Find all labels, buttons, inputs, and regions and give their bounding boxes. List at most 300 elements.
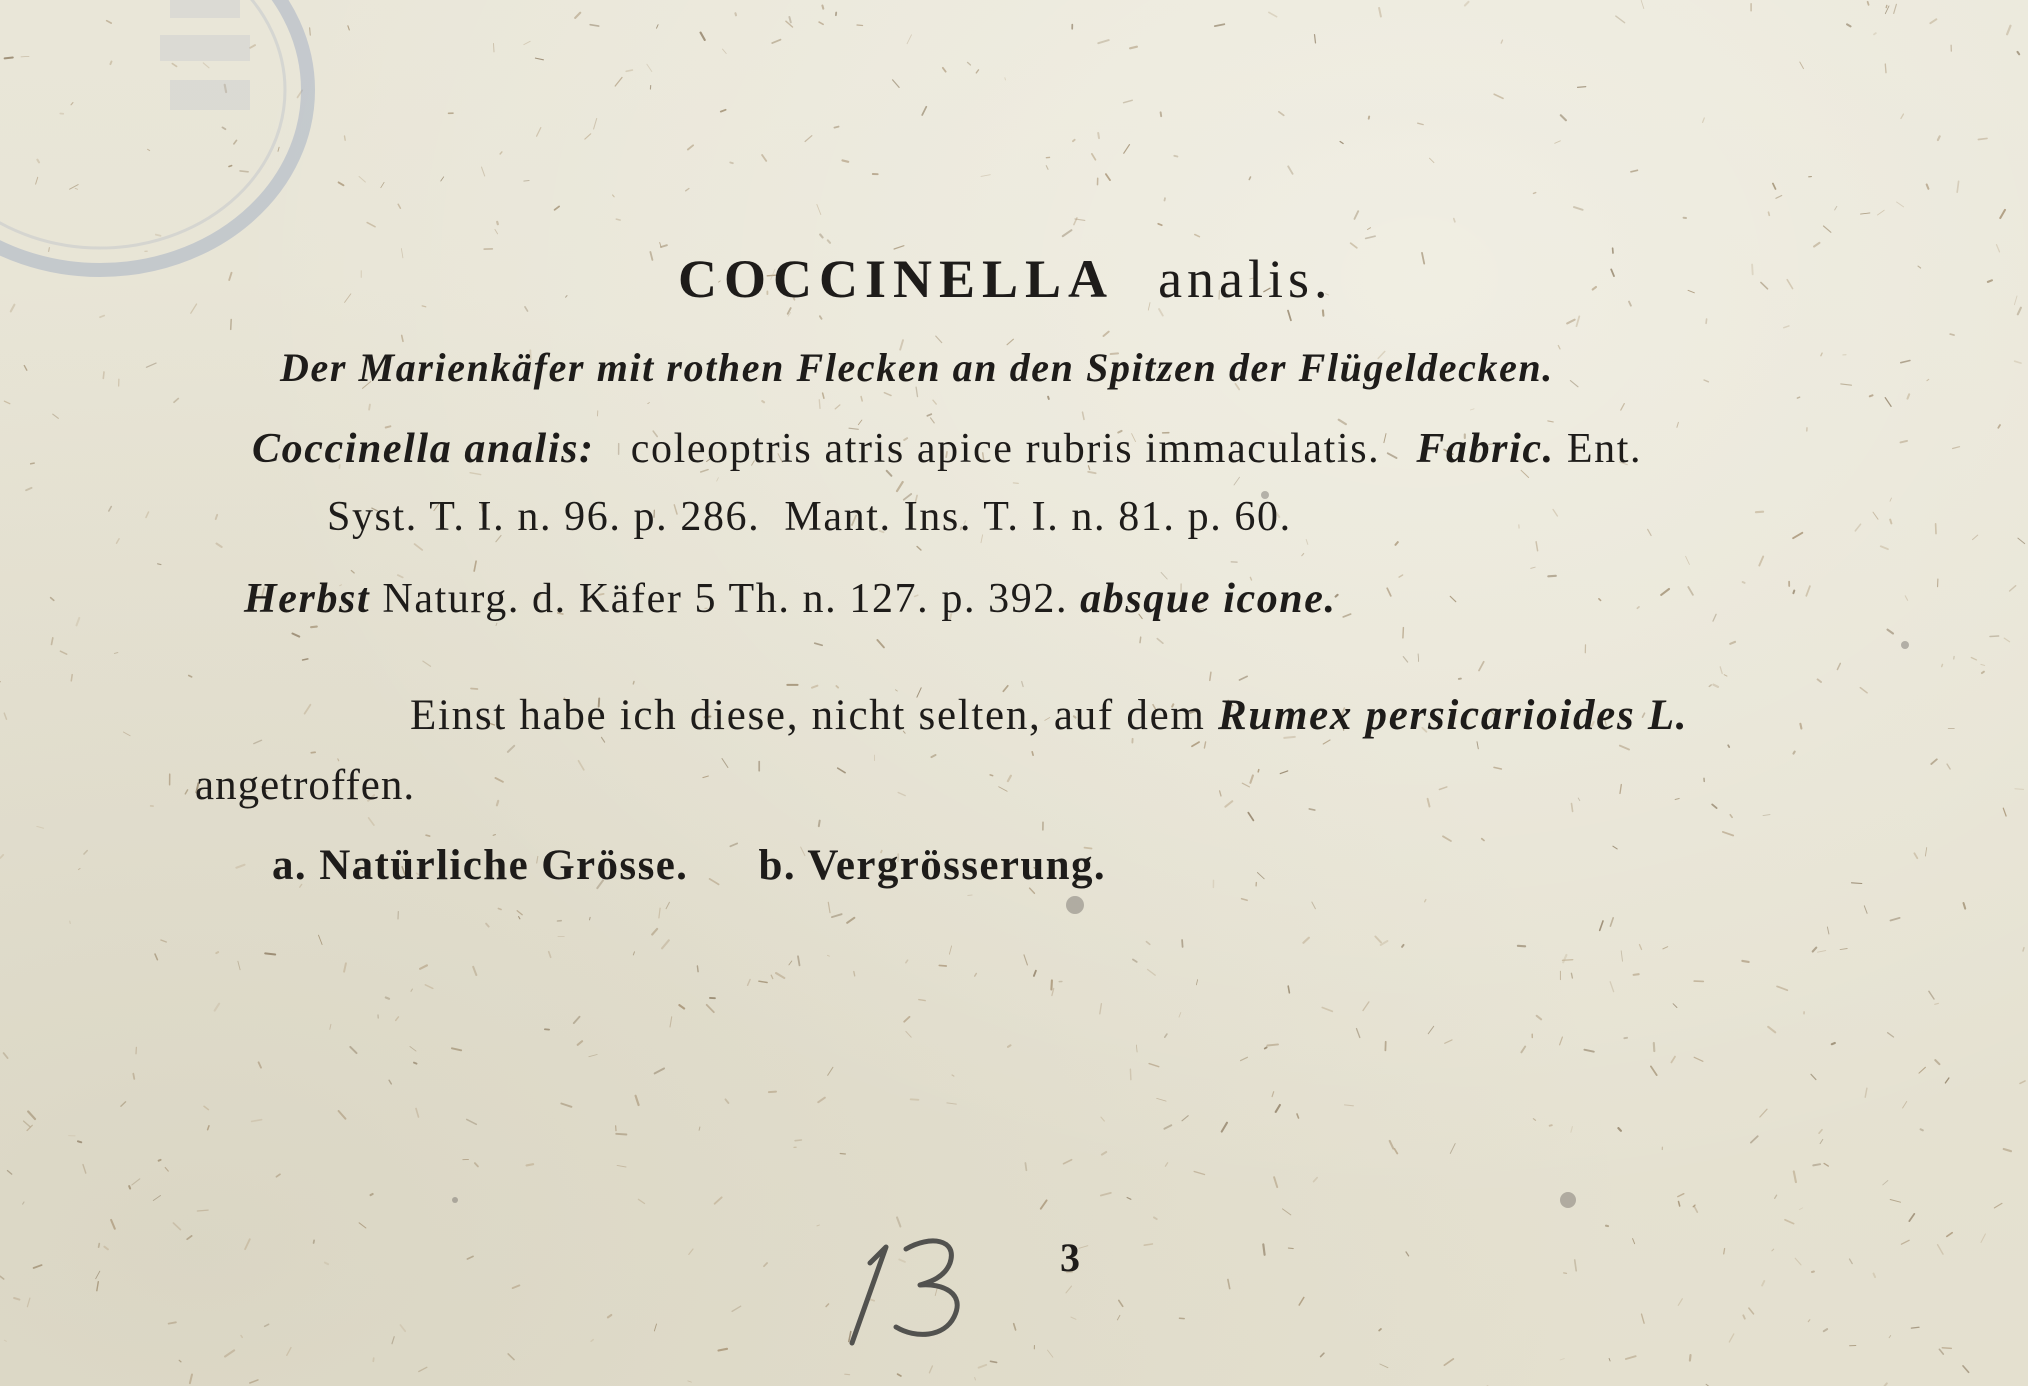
paper-fiber — [1888, 1033, 1894, 1037]
paper-fiber — [1763, 815, 1770, 816]
paper-fiber — [410, 1047, 416, 1052]
paper-fiber — [265, 1324, 269, 1326]
paper-fiber — [1323, 740, 1330, 744]
paper-fiber — [861, 397, 862, 401]
paper-fiber — [1215, 24, 1225, 26]
paper-fiber — [1730, 815, 1732, 818]
paper-fiber — [1267, 1044, 1278, 1045]
caption-natural-size: a. Natürliche Grösse. — [272, 842, 689, 889]
paper-fiber — [338, 759, 339, 761]
paper-fiber — [679, 1005, 684, 1008]
paper-fiber — [647, 64, 652, 71]
paper-fiber — [330, 1024, 331, 1029]
paper-fiber — [707, 1005, 714, 1012]
paper-fiber — [1673, 1004, 1677, 1008]
paper-fiber — [1194, 1172, 1204, 1175]
paper-fiber — [1560, 1037, 1563, 1045]
paper-fiber — [1165, 1163, 1167, 1166]
paper-fiber — [952, 1075, 954, 1076]
paper-fiber — [8, 1171, 12, 1175]
paper-fiber — [1210, 672, 1211, 680]
paper-fiber — [117, 539, 120, 544]
paragraph-line-1 — [410, 694, 1688, 737]
paper-fiber — [2004, 1149, 2011, 1151]
paper-fiber — [1007, 339, 1013, 345]
paper-fiber — [1785, 1220, 1794, 1224]
paper-fiber — [636, 1096, 639, 1105]
paper-fiber — [1240, 676, 1248, 680]
paper-fiber — [513, 1285, 520, 1288]
paper-fiber — [828, 1067, 833, 1075]
paper-fiber — [173, 1223, 180, 1230]
paper-fiber — [1930, 19, 1936, 23]
paper-fiber — [4, 713, 6, 719]
paper-fiber — [823, 393, 824, 398]
paper-fiber — [1811, 1074, 1816, 1079]
paper-fiber — [1204, 742, 1205, 748]
paper-fiber — [419, 1367, 427, 1371]
paper-fiber — [1104, 332, 1109, 336]
paper-fiber — [1927, 185, 1929, 189]
paper-fiber — [1570, 381, 1578, 387]
paper-fiber — [1005, 78, 1006, 80]
paper-fiber — [832, 914, 842, 917]
paper-fiber — [71, 675, 72, 681]
paper-fiber — [1521, 1047, 1525, 1053]
paper-fiber — [1881, 546, 1888, 549]
paper-fiber — [1379, 1329, 1381, 1331]
paper-fiber — [0, 855, 3, 858]
paper-fiber — [111, 1220, 115, 1229]
paper-fiber — [688, 145, 693, 149]
paper-fiber — [401, 249, 403, 258]
paper-fiber — [1901, 361, 1910, 363]
paper-fiber — [392, 1337, 394, 1344]
paper-fiber — [1357, 1029, 1360, 1038]
paper-fiber — [931, 755, 935, 757]
paper-fiber — [420, 965, 427, 968]
paper-fiber — [721, 110, 726, 112]
paper-fiber — [1784, 326, 1789, 328]
paper-fiber — [1713, 614, 1716, 621]
paper-fiber — [1864, 906, 1867, 914]
paper-fiber — [1051, 980, 1052, 989]
paper-fiber — [666, 902, 669, 908]
paper-fiber — [1749, 1308, 1754, 1314]
paper-fiber — [303, 659, 308, 660]
paper-fiber — [398, 204, 400, 208]
paper-fiber — [1263, 1244, 1264, 1254]
paper-fiber — [828, 240, 830, 243]
paper-fiber — [1600, 921, 1603, 930]
paper-fiber — [1832, 1043, 1835, 1044]
paper-fiber — [1901, 441, 1908, 443]
paper-fiber — [1620, 746, 1629, 750]
paper-fiber — [535, 58, 543, 60]
paper-fiber — [190, 1375, 192, 1384]
paper-fiber — [83, 1165, 86, 1174]
paper-fiber — [1288, 986, 1289, 993]
paper-fiber — [1563, 960, 1573, 961]
paper-fiber — [517, 911, 522, 915]
paper-fiber — [114, 653, 117, 654]
paper-fiber — [1025, 1163, 1026, 1170]
paper-fiber — [1939, 1349, 1943, 1354]
paper-fiber — [1242, 899, 1248, 901]
paper-fiber — [1558, 346, 1560, 349]
paper-fiber — [1280, 771, 1287, 774]
paper-fiber — [153, 1196, 160, 1201]
paper-fiber — [495, 229, 498, 234]
paper-fiber — [818, 1098, 825, 1103]
paper-fiber — [730, 163, 733, 164]
paper-fiber — [1723, 832, 1733, 836]
paper-fiber — [897, 482, 903, 491]
paper-fiber — [1578, 798, 1580, 801]
paper-fiber — [1443, 836, 1451, 841]
paper-fiber — [467, 1119, 477, 1124]
paper-spot — [1066, 896, 1084, 914]
paper-fiber — [898, 793, 905, 796]
paper-fiber — [1396, 542, 1398, 545]
paper-fiber — [1302, 554, 1304, 556]
paper-fiber — [1938, 1245, 1943, 1254]
paper-fiber — [717, 478, 719, 481]
paper-fiber — [1793, 591, 1794, 594]
paper-fiber — [1964, 903, 1966, 909]
paper-fiber — [1494, 94, 1503, 98]
paper-fiber — [1799, 1208, 1802, 1210]
paper-fiber — [819, 400, 820, 409]
paper-fiber — [975, 974, 977, 977]
paper-fiber — [847, 918, 854, 923]
paper-fiber — [1241, 1057, 1248, 1060]
paper-fiber — [77, 618, 80, 626]
paper-fiber — [1248, 813, 1253, 821]
paper-fiber — [1159, 309, 1163, 316]
paper-fiber — [371, 1194, 373, 1195]
paper-fiber — [1369, 117, 1370, 119]
paper-fiber — [1885, 64, 1886, 73]
paper-fiber — [1631, 170, 1637, 172]
paper-fiber — [1083, 412, 1085, 419]
paper-fiber — [975, 1377, 976, 1380]
paper-fiber — [1008, 1045, 1011, 1047]
paper-fiber — [1637, 607, 1639, 608]
paper-fiber — [826, 1304, 828, 1307]
paper-fiber — [613, 195, 615, 197]
paper-fiber — [1768, 1027, 1775, 1033]
paper-fiber — [1813, 948, 1817, 952]
paper-fiber — [1182, 1116, 1188, 1121]
paper-fiber — [0, 1276, 4, 1279]
paper-fiber — [1694, 1057, 1703, 1061]
paper-fiber — [748, 980, 751, 986]
paper-fiber — [1998, 425, 2000, 428]
paper-fiber — [1192, 742, 1199, 746]
paper-fiber — [719, 1349, 728, 1351]
paper-fiber — [241, 1336, 242, 1338]
paper-fiber — [441, 177, 444, 181]
paper-fiber — [1773, 184, 1776, 190]
paper-fiber — [525, 307, 528, 311]
paper-fiber — [2018, 538, 2025, 544]
paper-fiber — [838, 768, 845, 773]
paper-fiber — [1577, 316, 1580, 326]
paper-fiber — [662, 940, 669, 948]
paper-fiber — [1927, 379, 1929, 380]
paper-fiber — [4, 1340, 6, 1341]
paper-fiber — [772, 40, 780, 43]
paper-fiber — [1165, 198, 1166, 200]
paper-fiber — [1355, 211, 1359, 219]
paper-fiber — [1640, 945, 1642, 950]
paper-fiber — [1945, 1078, 1949, 1083]
paper-fiber — [1988, 280, 1992, 282]
paper-fiber — [1563, 955, 1566, 962]
paper-fiber — [1395, 1149, 1398, 1154]
paper-fiber — [991, 1361, 997, 1362]
reference-herbst-work: Naturg. d. Käfer 5 Th. n. 127. p. 392. — [382, 576, 1069, 622]
paper-fiber — [1164, 1125, 1171, 1128]
paper-fiber — [1981, 1234, 1985, 1242]
reference-taxon: Coccinella analis: — [252, 426, 595, 472]
paper-fiber — [697, 966, 698, 972]
paper-fiber — [1885, 398, 1891, 407]
paper-fiber — [1800, 62, 1804, 69]
paper-fiber — [1149, 1064, 1159, 1067]
german-common-name: Der Marienkäfer mit rothen Flecken an den Spitzen der Flügeldecken. — [280, 345, 1554, 390]
paper-fiber — [947, 1103, 956, 1104]
paper-fiber — [1878, 210, 1885, 215]
paper-fiber — [1274, 1177, 1277, 1187]
paper-fiber — [732, 1306, 741, 1311]
paper-fiber — [1897, 202, 1904, 207]
paper-fiber — [27, 1298, 30, 1307]
paper-fiber — [661, 245, 667, 247]
paper-fiber — [216, 515, 218, 519]
paper-fiber — [1560, 1359, 1564, 1360]
paper-fiber — [689, 1249, 693, 1254]
paper-fiber — [1339, 420, 1346, 425]
paper-fiber — [386, 998, 389, 999]
paper-fiber — [1818, 951, 1826, 953]
paper-fiber — [1794, 752, 1795, 754]
paper-fiber — [633, 682, 634, 684]
paper-fiber — [929, 1366, 932, 1373]
paper-fiber — [1873, 512, 1878, 519]
paper-fiber — [109, 507, 112, 512]
paper-fiber — [1950, 334, 1954, 335]
paper-fiber — [968, 62, 971, 65]
paper-fiber — [1663, 947, 1668, 949]
paper-fiber — [805, 136, 812, 142]
paper-fiber — [1686, 556, 1690, 564]
paper-fiber — [1418, 654, 1419, 662]
paper-fiber — [686, 189, 689, 191]
paper-fiber — [1818, 679, 1821, 682]
paper-fiber — [1288, 166, 1292, 173]
paper-fiber — [943, 68, 946, 72]
paper-fiber — [350, 1047, 356, 1053]
paper-fiber — [1855, 524, 1860, 531]
paper-fiber — [927, 414, 931, 416]
paper-fiber — [1536, 542, 1538, 551]
paper-fiber — [1283, 1209, 1291, 1215]
paper-fiber — [1182, 940, 1183, 947]
paper-fiber — [1079, 1246, 1088, 1249]
paper-fiber — [471, 689, 477, 690]
paper-fiber — [1314, 1178, 1318, 1182]
paper-fiber — [1929, 991, 1934, 999]
paper-fiber — [931, 418, 935, 423]
paper-fiber — [497, 222, 498, 224]
paper-fiber — [1593, 287, 1596, 290]
paper-fiber — [615, 78, 622, 87]
paper-fiber — [1743, 582, 1745, 583]
paper-fiber — [776, 973, 784, 978]
paper-fiber — [857, 25, 863, 26]
paper-fiber — [494, 44, 495, 52]
paper-fiber — [28, 1112, 35, 1120]
paper-fiber — [123, 732, 130, 736]
paper-fiber — [561, 1104, 571, 1107]
paper-fiber — [26, 488, 31, 490]
paper-fiber — [11, 305, 15, 312]
paper-fiber — [590, 917, 591, 920]
paper-fiber — [1046, 166, 1048, 170]
paper-fiber — [828, 902, 830, 912]
paper-fiber — [1908, 394, 1910, 398]
paper-fiber — [498, 909, 501, 910]
paper-fiber — [657, 25, 659, 29]
paper-fiber — [1813, 1164, 1820, 1165]
paper-fiber — [1654, 1043, 1655, 1051]
paper-fiber — [1048, 397, 1049, 399]
paper-fiber — [722, 759, 728, 768]
paper-fiber — [893, 80, 900, 88]
paper-fiber — [1157, 1098, 1166, 1101]
paper-fiber — [416, 1109, 419, 1118]
paper-fiber — [400, 1325, 405, 1331]
paper-fiber — [1889, 1336, 1891, 1338]
paper-fiber — [1618, 1128, 1621, 1131]
paper-fiber — [1066, 1286, 1072, 1293]
paragraph-line-2: angetroffen. — [195, 762, 416, 809]
paper-fiber — [1840, 949, 1847, 950]
paper-fiber — [895, 690, 897, 691]
paper-fiber — [701, 33, 705, 40]
paper-fiber — [566, 296, 567, 298]
paper-fiber — [1888, 630, 1894, 634]
paper-fiber — [319, 935, 323, 944]
paper-fiber — [1158, 224, 1162, 225]
paper-fiber — [917, 547, 921, 551]
paper-fiber — [293, 634, 300, 637]
paper-fiber — [1303, 938, 1309, 943]
paper-fiber — [819, 22, 823, 24]
paper-fiber — [769, 1092, 776, 1093]
paper-fiber — [1575, 1260, 1577, 1271]
paper-fiber — [52, 638, 53, 645]
paper-fiber — [1154, 1217, 1157, 1219]
reference-line-1 — [252, 428, 1642, 470]
paper-fiber — [486, 924, 489, 927]
paper-fiber — [1931, 759, 1937, 764]
paper-fiber — [1720, 667, 1722, 674]
paper-fiber — [1841, 384, 1852, 385]
paper-fiber — [827, 955, 829, 956]
paper-fiber — [1024, 955, 1027, 965]
paper-fiber — [508, 1354, 514, 1360]
paper-fiber — [1013, 483, 1018, 484]
paper-fiber — [1399, 575, 1403, 577]
paper-fiber — [426, 835, 430, 836]
paper-fiber — [1626, 1356, 1636, 1359]
paper-fiber — [1935, 1003, 1939, 1004]
paper-fiber — [906, 1031, 911, 1037]
paper-fiber — [225, 1350, 234, 1356]
paper-fiber — [1762, 1281, 1764, 1286]
reference-herbst-note: absque icone. — [1080, 576, 1337, 622]
caption-enlargement: b. Vergrösserung. — [758, 842, 1107, 889]
paper-fiber — [1288, 1248, 1293, 1249]
paper-fiber — [60, 651, 66, 654]
paper-fiber — [414, 1063, 417, 1064]
paper-fiber — [1610, 982, 1613, 992]
paper-fiber — [1101, 1117, 1104, 1121]
paper-fiber — [648, 403, 650, 404]
page-number: 3 — [1060, 1235, 1080, 1280]
paper-fiber — [764, 1263, 767, 1266]
paper-fiber — [1276, 1105, 1280, 1112]
paper-fiber — [1641, 0, 1644, 8]
paper-fiber — [1861, 213, 1870, 214]
paper-fiber — [1824, 226, 1831, 232]
paper-fiber — [1890, 1200, 1900, 1203]
paper-fiber — [817, 205, 821, 215]
paper-fiber — [179, 1360, 181, 1362]
paper-fiber — [2010, 586, 2016, 591]
paper-fiber — [1712, 804, 1716, 808]
paper-fiber — [1905, 596, 1907, 601]
paper-fiber — [574, 1017, 580, 1023]
paper-fiber — [1883, 1181, 1888, 1185]
paper-fiber — [369, 818, 374, 825]
paper-fiber — [1971, 658, 1976, 660]
paper-fiber — [2007, 26, 2010, 35]
paper-fiber — [189, 676, 192, 677]
paper-fiber — [132, 1179, 140, 1185]
paper-fiber — [1678, 1299, 1682, 1306]
paper-fiber — [1703, 118, 1705, 122]
paper-fiber — [1942, 664, 1943, 666]
paper-fiber — [1769, 212, 1770, 215]
paper-fiber — [524, 181, 529, 182]
paper-fiber — [589, 1055, 597, 1057]
paper-fiber — [1537, 1016, 1541, 1020]
paper-fiber — [311, 627, 317, 628]
paper-fiber — [165, 1168, 168, 1172]
paper-fiber — [1973, 535, 1978, 540]
paper-fiber — [594, 119, 597, 130]
paper-fiber — [1323, 310, 1324, 315]
paper-fiber — [670, 1017, 672, 1027]
paper-fiber — [1874, 1274, 1876, 1278]
paper-fiber — [1228, 1280, 1230, 1289]
paper-fiber — [1073, 140, 1075, 141]
paper-fiber — [835, 405, 840, 409]
